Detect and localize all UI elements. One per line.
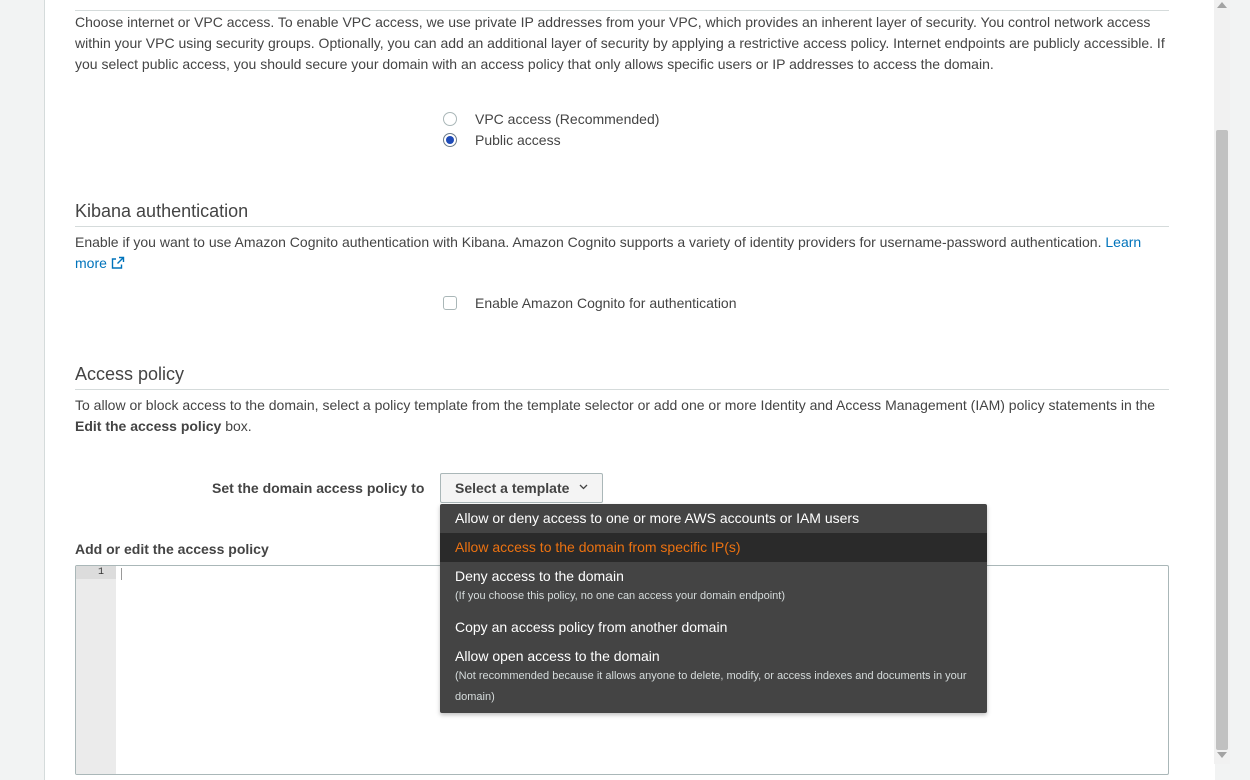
set-policy-label: Set the domain access policy to [212, 480, 425, 496]
kibana-description-text: Enable if you want to use Amazon Cognito authentication with Kibana. Amazon Cognito supports a variety of identity providers for username-password authentication. [75, 234, 1102, 250]
menu-item-copy-policy[interactable] [440, 613, 987, 642]
section-divider [75, 226, 1169, 227]
radio-label: VPC access (Recommended) [475, 111, 660, 127]
text-cursor [121, 568, 122, 580]
menu-item-label: Copy an access policy from another domain [455, 619, 728, 635]
menu-item-label: Allow access to the domain from specific IP(s) [455, 539, 741, 555]
editor-gutter [76, 566, 116, 774]
description-text: To allow or block access to the domain, select a policy template from the template selector or add one or more Identity and Access Management (IAM) policy statements in the [75, 397, 1156, 413]
chevron-down-icon [579, 484, 588, 490]
radio-public-access[interactable] [443, 131, 561, 149]
access-policy-description [75, 395, 1169, 437]
section-divider [75, 389, 1169, 390]
cognito-checkbox-label: Enable Amazon Cognito for authentication [475, 295, 737, 311]
menu-item-label: Deny access to the domain [455, 568, 624, 584]
scrollbar-thumb[interactable] [1216, 130, 1228, 750]
menu-item-note: (If you choose this policy, no one can access your domain endpoint) [455, 590, 785, 602]
description-bold: Edit the access policy [75, 418, 222, 434]
access-policy-heading: Access policy [75, 364, 185, 384]
scroll-down-arrow-icon[interactable] [1217, 752, 1227, 758]
menu-item-note: (Not recommended because it allows anyone to delete, modify, or access indexes and documents in your domain) [455, 670, 967, 703]
select-template-label: Select a template [455, 480, 570, 496]
menu-item-allow-deny-accounts[interactable] [440, 504, 987, 533]
menu-item-allow-open-access[interactable] [440, 642, 987, 713]
radio-vpc-access[interactable] [443, 110, 659, 128]
cognito-checkbox[interactable] [443, 296, 457, 310]
radio-label: Public access [475, 132, 561, 148]
menu-item-label: Allow open access to the domain [455, 648, 660, 664]
cognito-checkbox-row[interactable] [443, 294, 737, 312]
external-link-icon [111, 256, 125, 270]
menu-item-deny-access[interactable] [440, 562, 987, 613]
scroll-up-arrow-icon[interactable] [1217, 2, 1227, 8]
select-template-button[interactable] [440, 473, 603, 503]
section-divider [75, 10, 1169, 11]
radio-button[interactable] [443, 112, 457, 126]
learn-more-text[interactable]: Learn more [75, 234, 1142, 271]
line-number: 1 [97, 567, 104, 578]
kibana-description [75, 232, 1169, 274]
description-text-end: box. [225, 418, 252, 434]
network-description: Choose internet or VPC access. To enable VPC access, we use private IP addresses from your VPC, which provides an inherent layer of security. You control network access within your VPC using security groups. Optionally, you can add an additional layer of security by applying a restrictive access policy. Internet endpoints are publicly accessible. If you select public access, you should secure your domain with an access policy that only allows specific users or IP addresses to access the domain. [75, 14, 1165, 72]
edit-policy-label: Add or edit the access policy [75, 541, 269, 557]
template-dropdown-menu [440, 504, 987, 713]
radio-button[interactable] [443, 133, 457, 147]
menu-item-label: Allow or deny access to one or more AWS accounts or IAM users [455, 510, 860, 526]
menu-item-allow-specific-ips[interactable] [440, 533, 987, 562]
kibana-heading: Kibana authentication [75, 201, 249, 221]
